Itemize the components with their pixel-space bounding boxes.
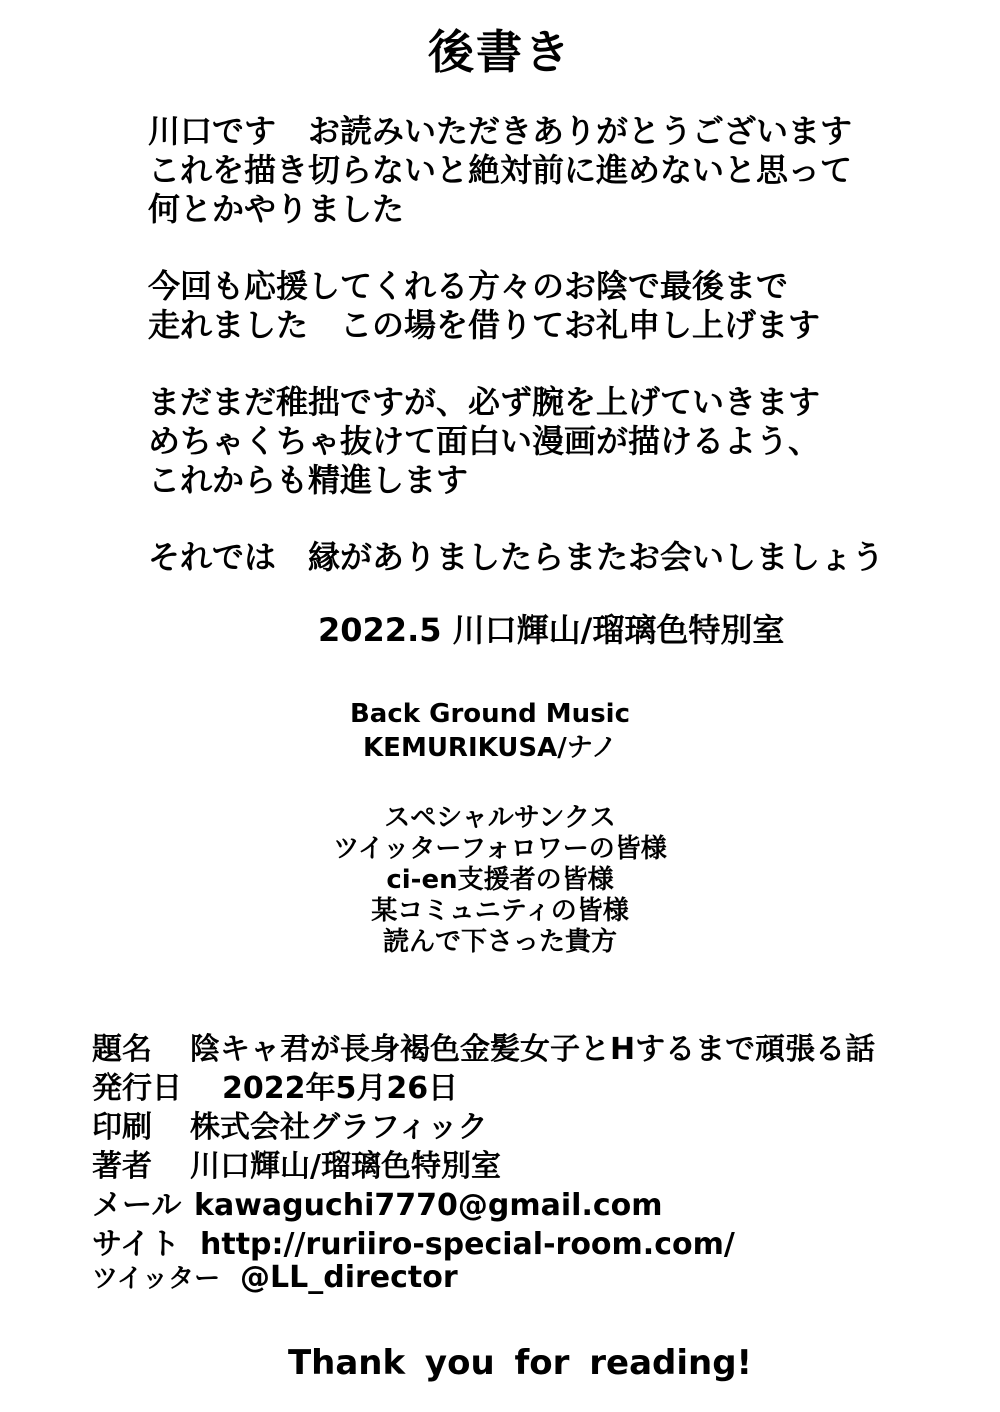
colophon-author: 川口輝山/瑠璃色特別室	[190, 1149, 501, 1184]
message-line: 走れました この場を借りてお礼申し上げます	[148, 306, 821, 344]
message-paragraph	[148, 267, 978, 345]
special-thanks-item: 某コミュニティの皆様	[371, 896, 629, 926]
message-line: まだまだ稚拙ですが、必ず腕を上げていきます	[148, 383, 821, 421]
message-line: これを描き切らないと絶対前に進めないと思って	[148, 151, 853, 189]
bgm-heading: Back Ground Music	[349, 699, 630, 729]
afterword-message	[148, 112, 978, 615]
message-line: 何とかやりました	[148, 190, 405, 228]
message-line: それでは 縁がありましたらまたお会いしましょう	[148, 538, 885, 576]
page-title: 後書き	[428, 25, 572, 79]
colophon-twitter: @LL_director	[240, 1260, 458, 1295]
message-paragraph	[148, 383, 978, 500]
colophon-site: http://ruriiro-special-room.com/	[200, 1227, 735, 1262]
colophon-row-site	[92, 1219, 982, 1262]
special-thanks-item: ツイッターフォロワーの皆様	[333, 834, 667, 864]
special-thanks	[0, 803, 1000, 958]
message-line: めちゃくちゃ抜けて面白い漫画が描けるよう、	[148, 422, 821, 460]
colophon-mail: kawaguchi7770@gmail.com	[194, 1188, 663, 1223]
colophon-label: メール	[92, 1188, 182, 1223]
message-paragraph	[148, 538, 978, 577]
special-thanks-item: 読んで下さった貴方	[382, 927, 617, 957]
message-line: 今回も応援してくれる方々のお陰で最後まで	[148, 267, 789, 305]
special-thanks-item: ci-en支援者の皆様	[386, 865, 614, 895]
colophon-row-twitter	[92, 1258, 982, 1297]
special-thanks-heading: スペシャルサンクス	[384, 803, 616, 833]
message-paragraph	[148, 112, 978, 229]
colophon-row-title	[92, 1024, 982, 1067]
colophon-date: 2022年5月26日	[222, 1071, 459, 1106]
bgm-credits	[0, 697, 980, 765]
message-line: 川口です お読みいただきありがとうございます	[148, 112, 853, 150]
colophon-row-mail	[92, 1180, 982, 1223]
colophon-row-date	[92, 1063, 982, 1106]
colophon-row-author	[92, 1141, 982, 1184]
colophon-title: 陰キャ君が長身褐色金髪女子とHするまで頑張る話	[190, 1032, 876, 1067]
signature: 2022.5 川口輝山/瑠璃色特別室	[318, 611, 785, 649]
message-line: これからも精進します	[148, 461, 469, 499]
colophon-printer: 株式会社グラフィック	[190, 1110, 488, 1145]
colophon-label: ツイッター	[92, 1264, 221, 1294]
closing-message: Thank you for reading!	[287, 1343, 753, 1383]
colophon-label: 著者	[92, 1149, 152, 1184]
colophon	[92, 1024, 982, 1297]
colophon-label: サイト	[92, 1227, 180, 1262]
bgm-track: KEMURIKUSA/ナノ	[363, 733, 617, 763]
colophon-label: 題名	[92, 1032, 152, 1067]
colophon-row-printer	[92, 1102, 982, 1145]
colophon-label: 発行日	[92, 1071, 182, 1106]
colophon-label: 印刷	[92, 1110, 152, 1145]
